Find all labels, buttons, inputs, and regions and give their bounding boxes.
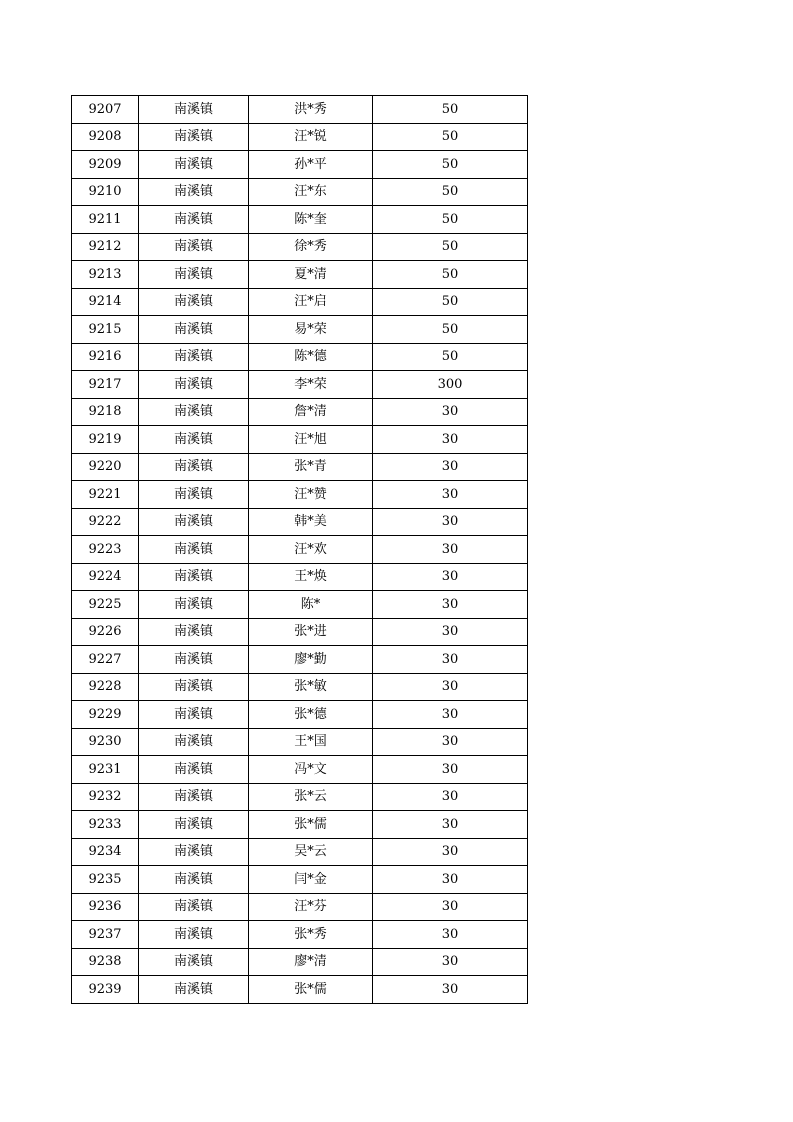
table-row [72, 508, 528, 536]
cell-amount: 30 [373, 783, 528, 811]
cell-serial-number: 9214 [72, 288, 139, 316]
table-row [72, 866, 528, 894]
cell-serial-number: 9216 [72, 343, 139, 371]
cell-person-name: 王*焕 [249, 563, 373, 591]
table-row [72, 96, 528, 124]
cell-town: 南溪镇 [139, 508, 249, 536]
table-row [72, 646, 528, 674]
cell-amount: 30 [373, 921, 528, 949]
cell-amount: 30 [373, 426, 528, 454]
table-row [72, 783, 528, 811]
cell-amount: 50 [373, 96, 528, 124]
cell-person-name: 徐*秀 [249, 233, 373, 261]
table-row [72, 948, 528, 976]
cell-town: 南溪镇 [139, 453, 249, 481]
cell-serial-number: 9213 [72, 261, 139, 289]
cell-amount: 50 [373, 123, 528, 151]
cell-amount: 30 [373, 563, 528, 591]
table-row [72, 811, 528, 839]
table-row [72, 288, 528, 316]
table-row [72, 563, 528, 591]
cell-serial-number: 9215 [72, 316, 139, 344]
cell-town: 南溪镇 [139, 948, 249, 976]
cell-person-name: 汪*芬 [249, 893, 373, 921]
cell-serial-number: 9224 [72, 563, 139, 591]
cell-amount: 30 [373, 976, 528, 1004]
roster-table-body [72, 96, 528, 1004]
cell-person-name: 闫*金 [249, 866, 373, 894]
cell-serial-number: 9210 [72, 178, 139, 206]
cell-person-name: 陈*奎 [249, 206, 373, 234]
cell-town: 南溪镇 [139, 371, 249, 399]
cell-serial-number: 9220 [72, 453, 139, 481]
cell-amount: 300 [373, 371, 528, 399]
table-row [72, 371, 528, 399]
table-row [72, 618, 528, 646]
table-row [72, 206, 528, 234]
cell-serial-number: 9233 [72, 811, 139, 839]
table-row [72, 756, 528, 784]
cell-serial-number: 9229 [72, 701, 139, 729]
cell-serial-number: 9239 [72, 976, 139, 1004]
table-row [72, 591, 528, 619]
cell-person-name: 夏*清 [249, 261, 373, 289]
cell-person-name: 詹*清 [249, 398, 373, 426]
table-row [72, 921, 528, 949]
cell-amount: 50 [373, 233, 528, 261]
cell-amount: 30 [373, 948, 528, 976]
cell-amount: 50 [373, 151, 528, 179]
cell-serial-number: 9228 [72, 673, 139, 701]
cell-town: 南溪镇 [139, 288, 249, 316]
cell-amount: 30 [373, 756, 528, 784]
table-row [72, 123, 528, 151]
cell-amount: 30 [373, 838, 528, 866]
cell-town: 南溪镇 [139, 316, 249, 344]
cell-amount: 50 [373, 288, 528, 316]
cell-town: 南溪镇 [139, 976, 249, 1004]
cell-amount: 30 [373, 591, 528, 619]
cell-person-name: 廖*清 [249, 948, 373, 976]
table-row [72, 893, 528, 921]
cell-person-name: 汪*启 [249, 288, 373, 316]
table-row [72, 178, 528, 206]
cell-town: 南溪镇 [139, 96, 249, 124]
table-row [72, 536, 528, 564]
table-row [72, 233, 528, 261]
cell-person-name: 张*云 [249, 783, 373, 811]
table-row [72, 151, 528, 179]
cell-amount: 30 [373, 811, 528, 839]
cell-serial-number: 9225 [72, 591, 139, 619]
cell-amount: 30 [373, 701, 528, 729]
table-row [72, 728, 528, 756]
table-row [72, 976, 528, 1004]
cell-town: 南溪镇 [139, 756, 249, 784]
cell-amount: 50 [373, 261, 528, 289]
cell-town: 南溪镇 [139, 591, 249, 619]
cell-serial-number: 9234 [72, 838, 139, 866]
table-row [72, 261, 528, 289]
cell-amount: 30 [373, 866, 528, 894]
cell-serial-number: 9232 [72, 783, 139, 811]
cell-amount: 30 [373, 453, 528, 481]
cell-town: 南溪镇 [139, 811, 249, 839]
cell-serial-number: 9219 [72, 426, 139, 454]
cell-town: 南溪镇 [139, 728, 249, 756]
cell-person-name: 洪*秀 [249, 96, 373, 124]
cell-amount: 30 [373, 508, 528, 536]
cell-amount: 30 [373, 618, 528, 646]
cell-person-name: 李*荣 [249, 371, 373, 399]
cell-town: 南溪镇 [139, 178, 249, 206]
cell-amount: 30 [373, 646, 528, 674]
cell-amount: 30 [373, 728, 528, 756]
cell-person-name: 张*儒 [249, 976, 373, 1004]
cell-serial-number: 9212 [72, 233, 139, 261]
table-row [72, 426, 528, 454]
cell-person-name: 王*国 [249, 728, 373, 756]
cell-person-name: 孙*平 [249, 151, 373, 179]
table-row [72, 673, 528, 701]
cell-person-name: 韩*美 [249, 508, 373, 536]
cell-serial-number: 9237 [72, 921, 139, 949]
cell-person-name: 陈* [249, 591, 373, 619]
cell-town: 南溪镇 [139, 783, 249, 811]
cell-town: 南溪镇 [139, 838, 249, 866]
cell-person-name: 廖*勤 [249, 646, 373, 674]
cell-person-name: 张*进 [249, 618, 373, 646]
cell-serial-number: 9218 [72, 398, 139, 426]
cell-amount: 30 [373, 673, 528, 701]
cell-amount: 50 [373, 206, 528, 234]
cell-person-name: 汪*欢 [249, 536, 373, 564]
cell-town: 南溪镇 [139, 426, 249, 454]
cell-person-name: 汪*东 [249, 178, 373, 206]
cell-town: 南溪镇 [139, 206, 249, 234]
cell-serial-number: 9226 [72, 618, 139, 646]
cell-person-name: 汪*赞 [249, 481, 373, 509]
cell-serial-number: 9235 [72, 866, 139, 894]
table-row [72, 398, 528, 426]
cell-town: 南溪镇 [139, 866, 249, 894]
cell-person-name: 吴*云 [249, 838, 373, 866]
cell-person-name: 易*荣 [249, 316, 373, 344]
table-row [72, 838, 528, 866]
cell-town: 南溪镇 [139, 233, 249, 261]
table-row [72, 343, 528, 371]
cell-amount: 30 [373, 398, 528, 426]
cell-person-name: 张*青 [249, 453, 373, 481]
cell-town: 南溪镇 [139, 151, 249, 179]
cell-serial-number: 9217 [72, 371, 139, 399]
cell-amount: 30 [373, 536, 528, 564]
cell-town: 南溪镇 [139, 343, 249, 371]
cell-person-name: 汪*锐 [249, 123, 373, 151]
cell-person-name: 张*敏 [249, 673, 373, 701]
cell-town: 南溪镇 [139, 921, 249, 949]
cell-person-name: 张*德 [249, 701, 373, 729]
cell-serial-number: 9227 [72, 646, 139, 674]
cell-town: 南溪镇 [139, 536, 249, 564]
cell-person-name: 张*儒 [249, 811, 373, 839]
cell-town: 南溪镇 [139, 893, 249, 921]
cell-serial-number: 9222 [72, 508, 139, 536]
cell-person-name: 汪*旭 [249, 426, 373, 454]
cell-person-name: 张*秀 [249, 921, 373, 949]
cell-person-name: 陈*德 [249, 343, 373, 371]
cell-amount: 50 [373, 316, 528, 344]
cell-amount: 30 [373, 481, 528, 509]
cell-town: 南溪镇 [139, 261, 249, 289]
cell-town: 南溪镇 [139, 673, 249, 701]
cell-town: 南溪镇 [139, 481, 249, 509]
cell-town: 南溪镇 [139, 646, 249, 674]
cell-serial-number: 9236 [72, 893, 139, 921]
cell-serial-number: 9238 [72, 948, 139, 976]
cell-serial-number: 9230 [72, 728, 139, 756]
cell-serial-number: 9231 [72, 756, 139, 784]
cell-serial-number: 9223 [72, 536, 139, 564]
cell-town: 南溪镇 [139, 701, 249, 729]
cell-serial-number: 9208 [72, 123, 139, 151]
cell-amount: 50 [373, 343, 528, 371]
table-row [72, 481, 528, 509]
cell-serial-number: 9209 [72, 151, 139, 179]
cell-amount: 30 [373, 893, 528, 921]
table-row [72, 316, 528, 344]
cell-serial-number: 9207 [72, 96, 139, 124]
roster-table [71, 95, 528, 1004]
cell-person-name: 冯*文 [249, 756, 373, 784]
table-row [72, 701, 528, 729]
cell-serial-number: 9211 [72, 206, 139, 234]
cell-town: 南溪镇 [139, 123, 249, 151]
cell-town: 南溪镇 [139, 563, 249, 591]
cell-serial-number: 9221 [72, 481, 139, 509]
cell-town: 南溪镇 [139, 398, 249, 426]
table-row [72, 453, 528, 481]
cell-amount: 50 [373, 178, 528, 206]
cell-town: 南溪镇 [139, 618, 249, 646]
